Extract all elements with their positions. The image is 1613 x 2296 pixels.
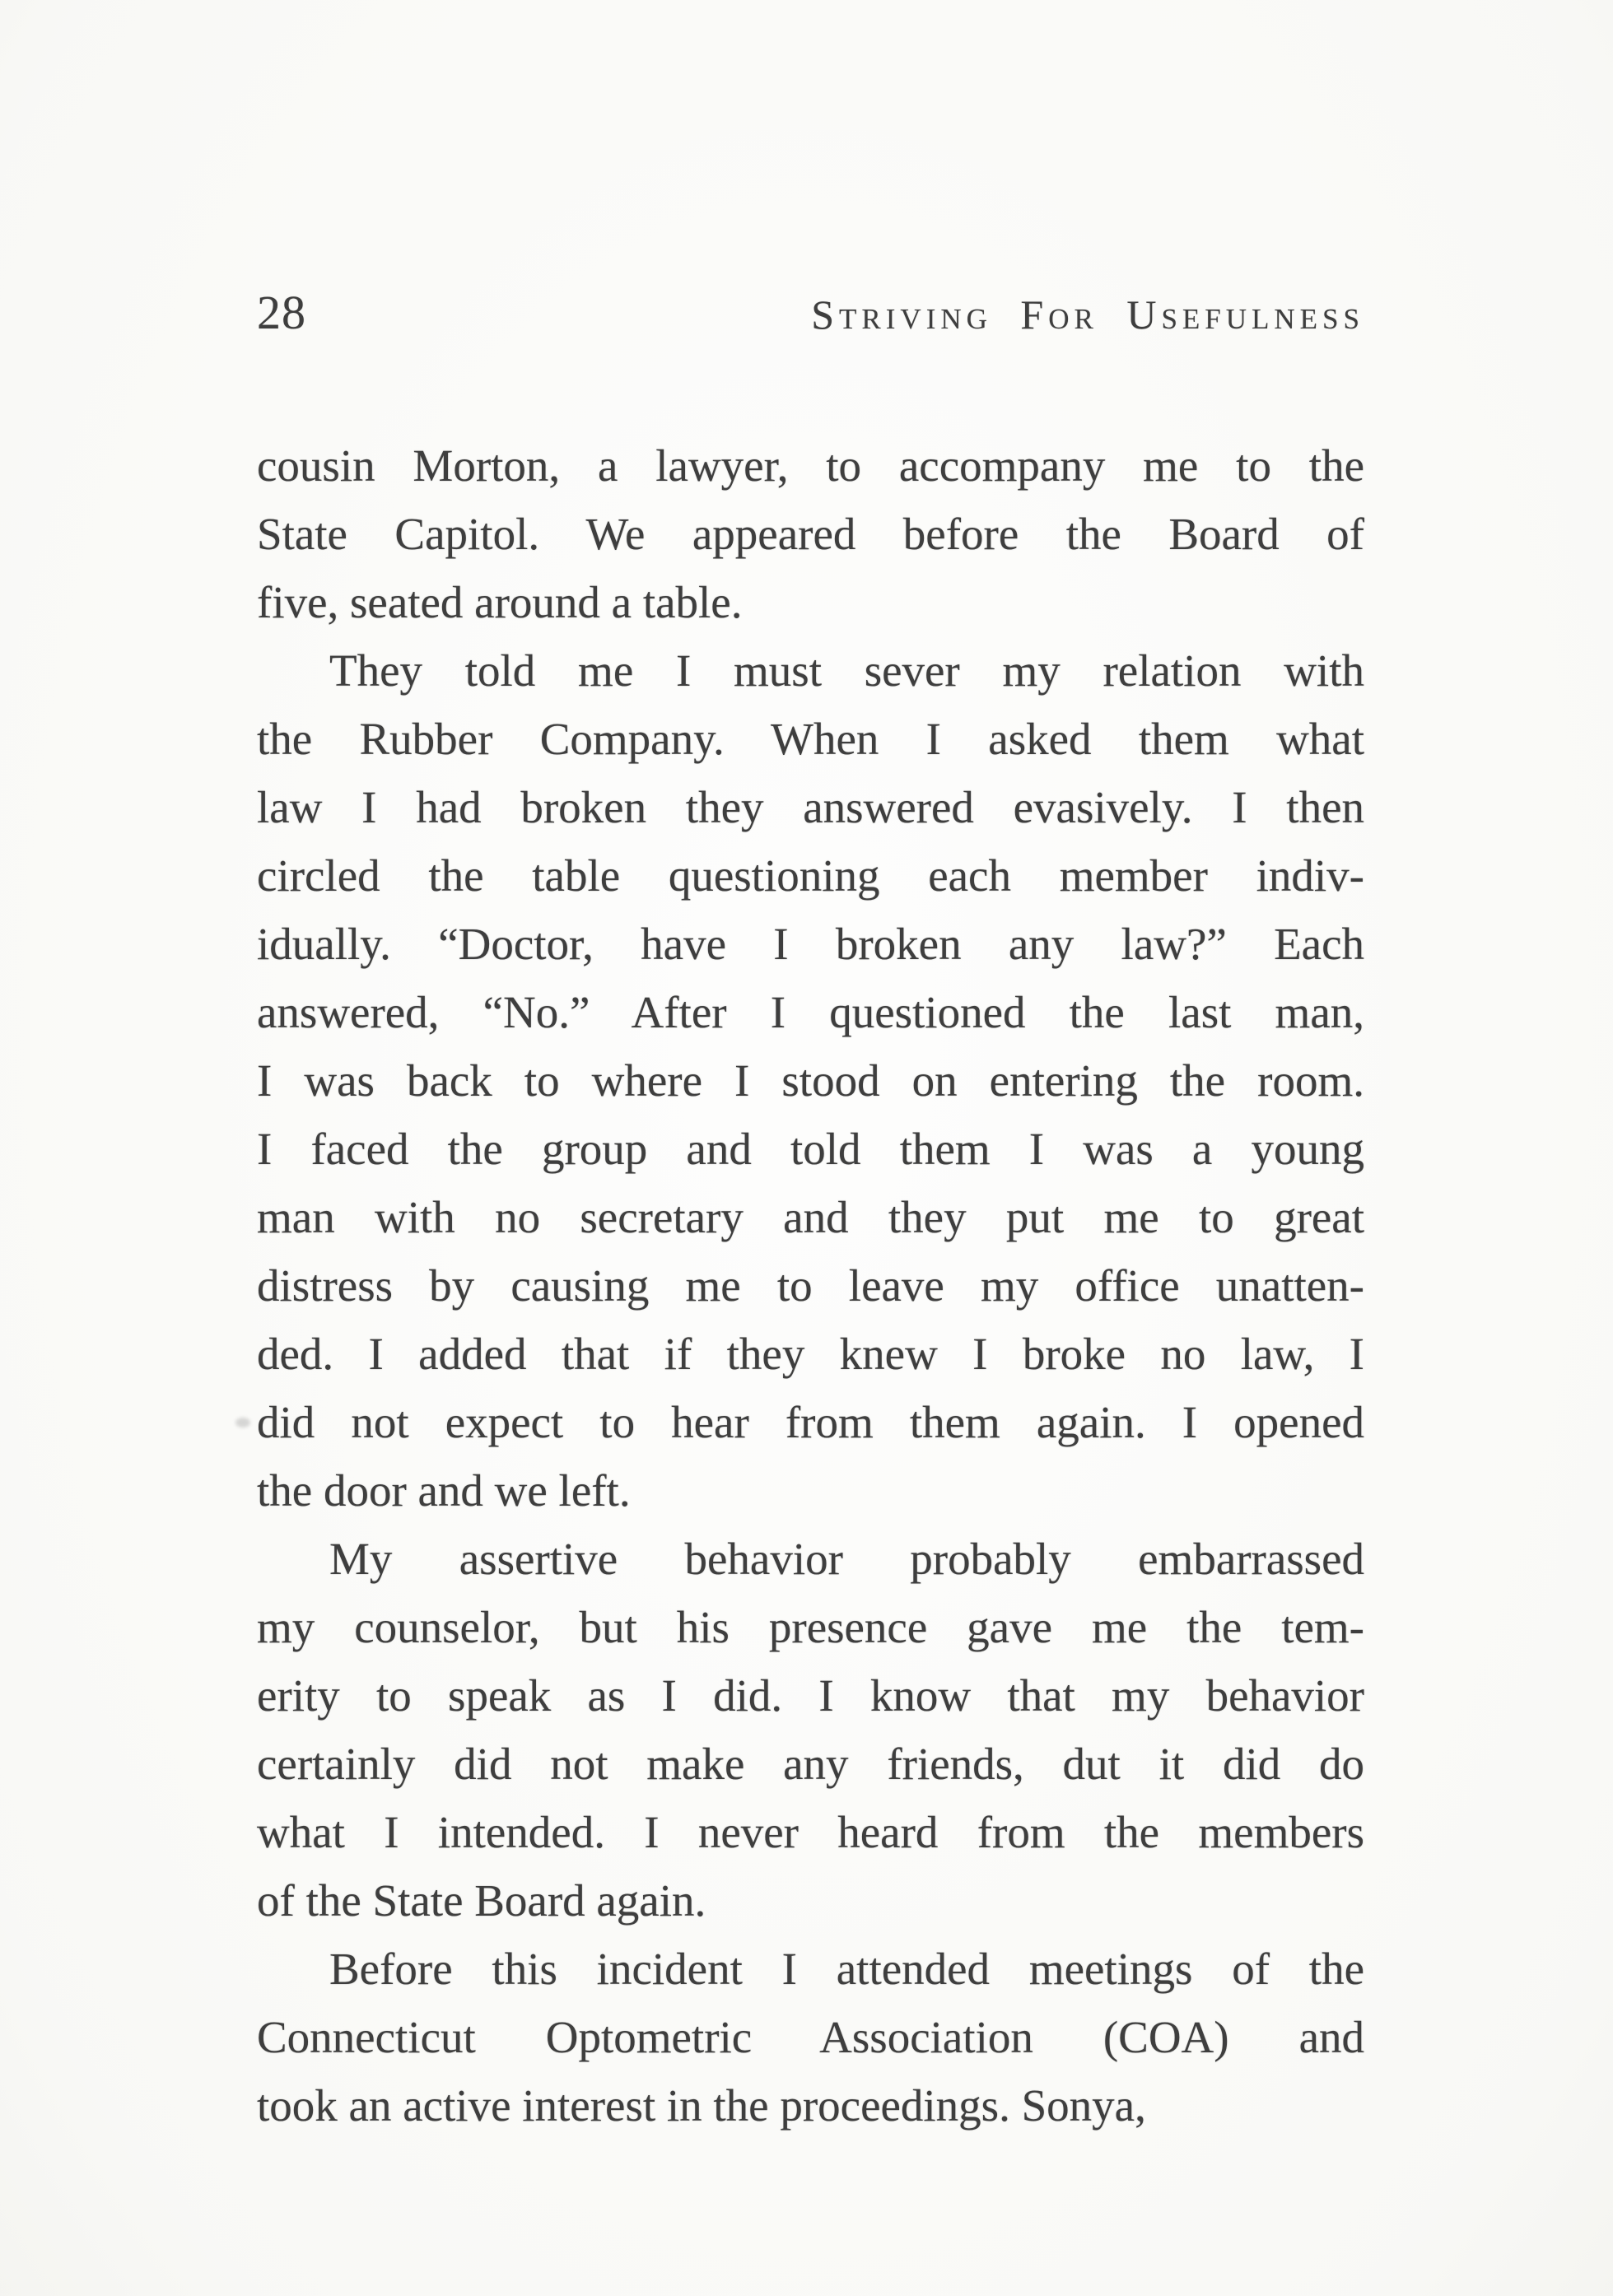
text-line: certainly did not make any friends, dut it did do [257, 1739, 1364, 1789]
page-header [257, 285, 1364, 349]
text-line: cousin Morton, a lawyer, to accompany me to the [257, 440, 1364, 491]
text-line: did not expect to hear from them again. I opened [257, 1397, 1364, 1447]
text-line: My assertive behavior probably embarrassed [329, 1534, 1364, 1584]
text-line: idually. “Doctor, have I broken any law?” Each [257, 919, 1364, 969]
body-text [257, 431, 1364, 2140]
text-line: erity to speak as I did. I know that my behavior [257, 1670, 1364, 1721]
text-line: the Rubber Company. When I asked them what [257, 714, 1364, 764]
text-line: They told me I must sever my relation with [329, 645, 1364, 696]
text-line: I was back to where I stood on entering the room. [257, 1055, 1364, 1106]
text-line: what I intended. I never heard from the members [257, 1807, 1364, 1857]
text-line: the door and we left. [257, 1465, 631, 1516]
text-line: I faced the group and told them I was a young [257, 1124, 1364, 1174]
text-line: ded. I added that if they knew I broke no law, I [257, 1329, 1364, 1379]
running-title: Striving For Usefulness [811, 291, 1364, 338]
scan-speck [235, 1418, 250, 1427]
text-line: my counselor, but his presence gave me the tem- [257, 1602, 1364, 1652]
text-line: State Capitol. We appeared before the Board of [257, 509, 1364, 559]
text-line: law I had broken they answered evasively. I then [257, 782, 1364, 832]
text-line: man with no secretary and they put me to great [257, 1192, 1364, 1242]
text-line: Before this incident I attended meetings of the [329, 1944, 1364, 1994]
text-line: circled the table questioning each member indiv- [257, 850, 1364, 901]
text-line: Connecticut Optometric Association (COA) and [257, 2012, 1364, 2062]
text-line: took an active interest in the proceedings. Sonya, [257, 2080, 1146, 2131]
text-line: distress by causing me to leave my office unatten- [257, 1260, 1364, 1311]
text-line: five, seated around a table. [257, 577, 743, 627]
page-number: 28 [257, 286, 306, 339]
text-line: answered, “No.” After I questioned the last man, [257, 987, 1364, 1037]
text-line: of the State Board again. [257, 1875, 706, 1926]
